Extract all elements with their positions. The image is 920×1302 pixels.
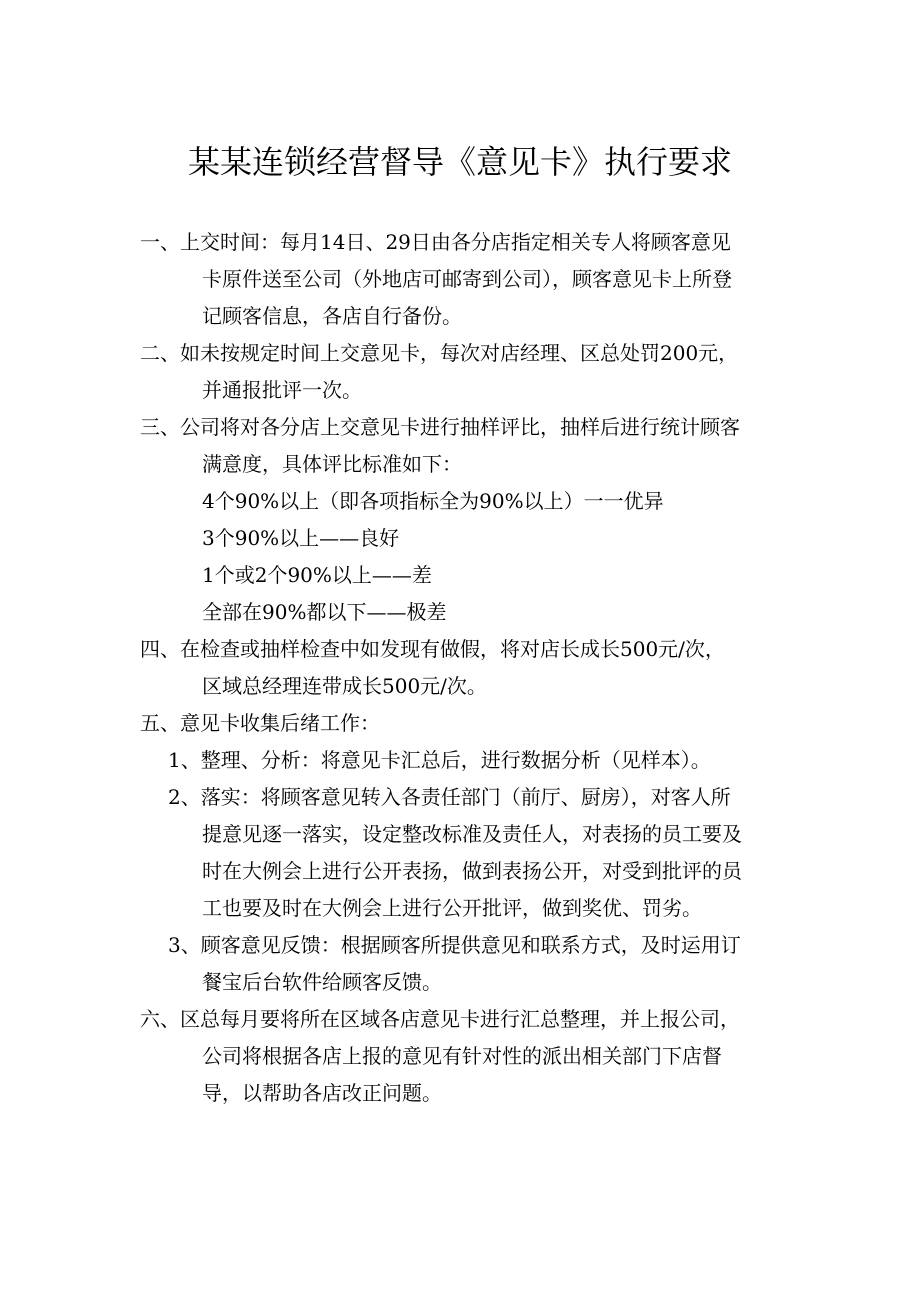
item-3-line-1: 三、公司将对各分店上交意见卡进行抽样评比，抽样后进行统计顾客 (140, 415, 740, 439)
item-5-sub-2-line-4: 工也要及时在大例会上进行公开批评，做到奖优、罚劣。 (202, 896, 702, 920)
item-6-line-3: 导，以帮助各店改正问题。 (202, 1081, 442, 1105)
item-1-line-1: 一、上交时间：每月14日、29日由各分店指定相关专人将顾客意见 (140, 230, 731, 254)
item-3-line-2: 满意度，具体评比标准如下： (202, 452, 462, 476)
item-5-sub-1: 1、整理、分析：将意见卡汇总后，进行数据分析（见样本）。 (168, 748, 711, 772)
criteria-excellent: 4个90%以上（即各项指标全为90%以上）一一优异 (202, 489, 664, 513)
item-4-line-2: 区域总经理连带成长500元/次。 (202, 674, 487, 698)
item-2-line-2: 并通报批评一次。 (202, 378, 362, 402)
item-5-sub-3-line-2: 餐宝后台软件给顾客反馈。 (202, 970, 442, 994)
item-1-line-2: 卡原件送至公司（外地店可邮寄到公司），顾客意见卡上所登 (202, 267, 732, 291)
item-6-line-1: 六、区总每月要将所在区域各店意见卡进行汇总整理，并上报公司， (140, 1007, 740, 1031)
item-1-line-3: 记顾客信息，各店自行备份。 (202, 304, 462, 328)
item-5-sub-2-line-1: 2、落实：将顾客意见转入各责任部门（前厅、厨房），对客人所 (168, 785, 731, 809)
item-5-sub-3-line-1: 3、顾客意见反馈：根据顾客所提供意见和联系方式，及时运用订 (168, 933, 741, 957)
item-6-line-2: 公司将根据各店上报的意见有针对性的派出相关部门下店督 (202, 1044, 722, 1068)
criteria-good: 3个90%以上——良好 (202, 526, 400, 550)
criteria-poor: 1个或2个90%以上——差 (202, 563, 432, 587)
document-title: 某某连锁经营督导《意见卡》执行要求 (187, 143, 732, 181)
criteria-very-poor: 全部在90%都以下——极差 (202, 600, 447, 624)
item-5-sub-2-line-2: 提意见逐一落实，设定整改标准及责任人，对表扬的员工要及 (202, 822, 742, 846)
item-5-sub-2-line-3: 时在大例会上进行公开表扬，做到表扬公开，对受到批评的员 (202, 859, 742, 883)
item-5-heading: 五、意见卡收集后绪工作： (140, 711, 380, 735)
item-4-line-1: 四、在检查或抽样检查中如发现有做假，将对店长成长500元/次， (140, 637, 725, 661)
item-2-line-1: 二、如未按规定时间上交意见卡，每次对店经理、区总处罚200元， (140, 341, 739, 365)
